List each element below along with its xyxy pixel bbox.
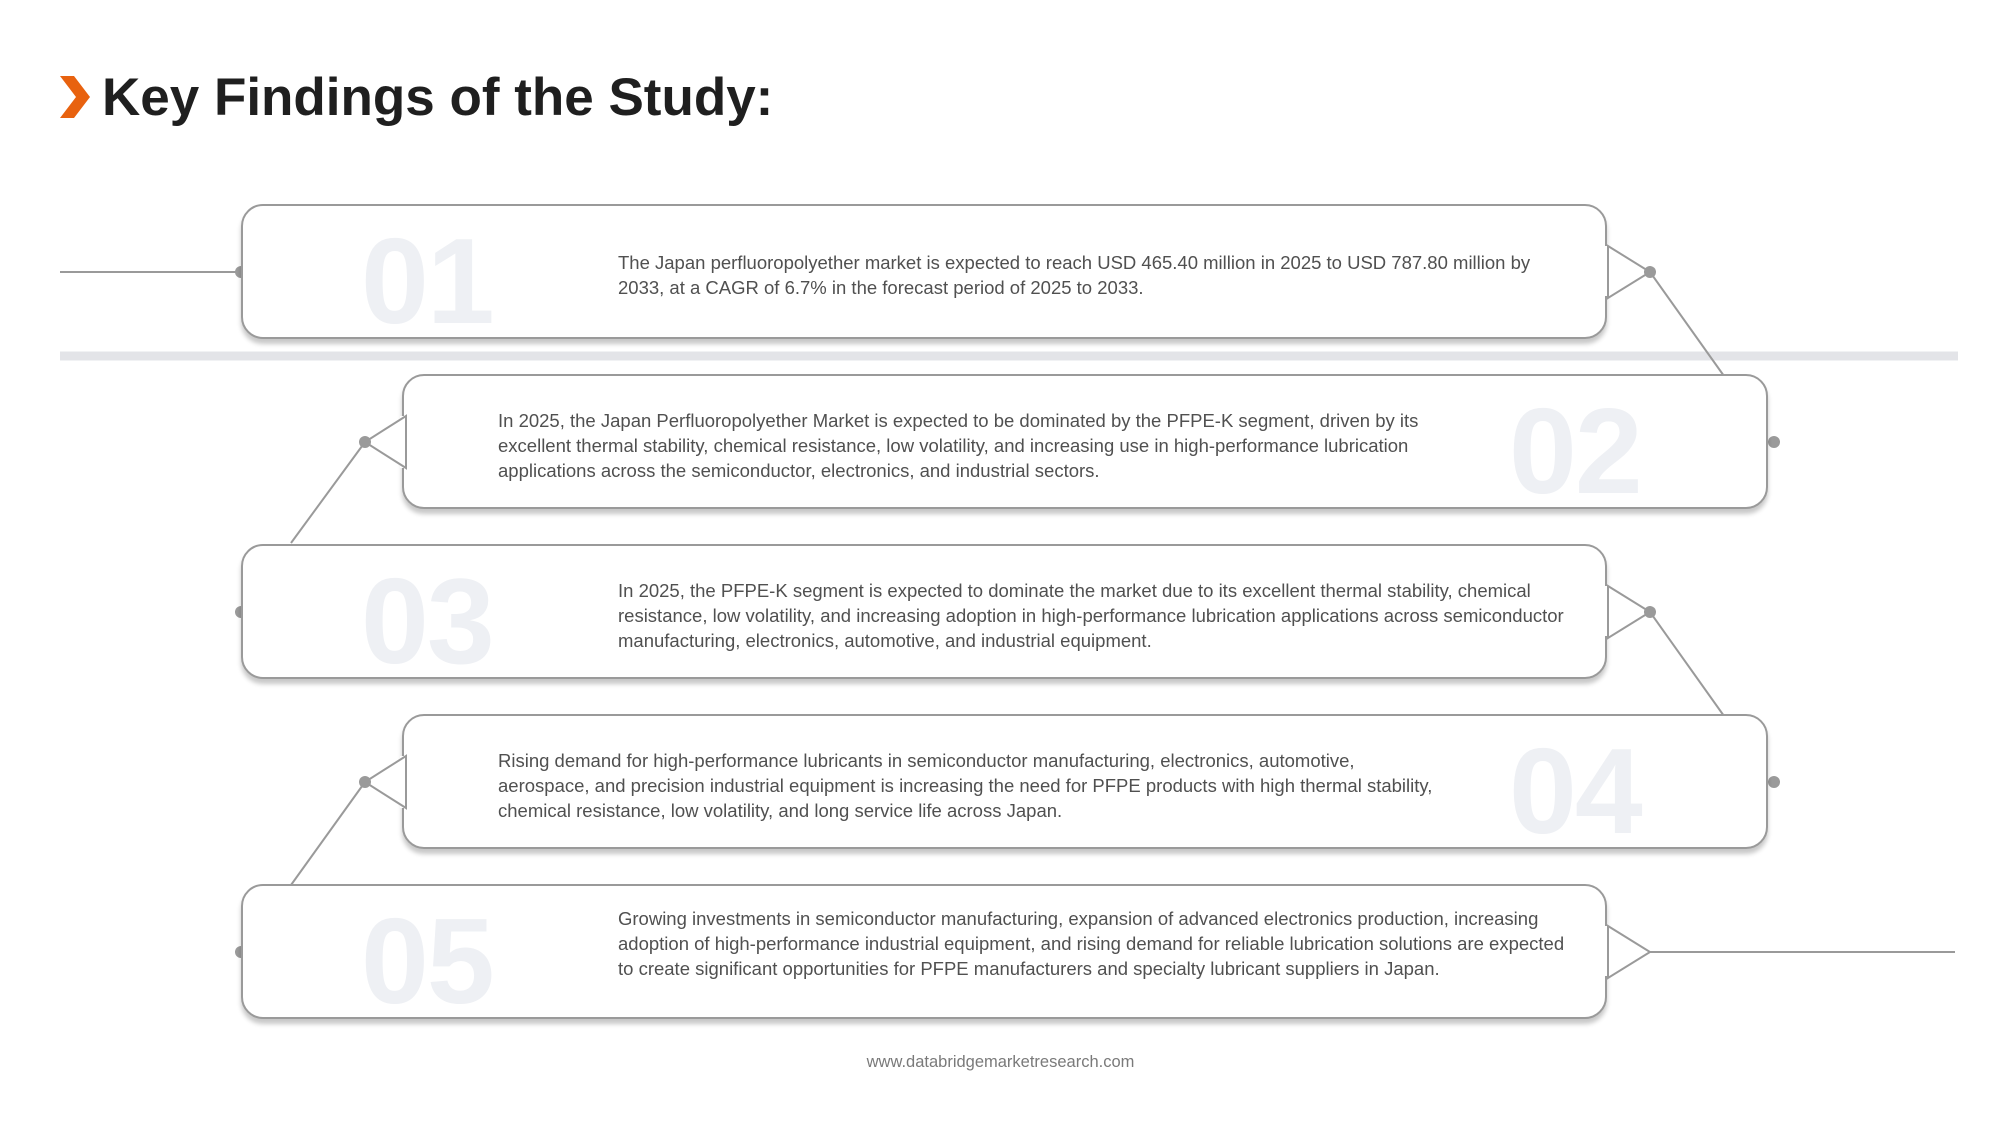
finding-text: Growing investments in semiconductor manufacturing, expansion of advanced electronics production, increasing adoption of high-performance industrial equipment, and rising demand for reliable lubrication solutions are expected to create significant opportunities for PFPE manufacturers and specialty lubricant suppliers in Japan. [618,908,1565,979]
pointer-right-1 [1604,246,1656,298]
page-title: Key Findings of the Study: [102,67,774,127]
finding-number: 05 [361,893,493,1029]
finding-text: In 2025, the PFPE-K segment is expected to dominate the market due to its excellent thermal stability, chemical resistance, low volatility, and increasing adoption in high-performance lubrication applications across semiconductor manufacturing, electronics, automotive, and industrial equipment. [618,580,1564,651]
pointer-right-3 [1604,586,1656,638]
finding-number: 01 [361,213,493,349]
footer-website: www.databridgemarketresearch.com [866,1053,1135,1071]
finding-number: 03 [361,553,493,689]
finding-number: 02 [1509,383,1641,519]
pointer-right-5 [1604,926,1650,978]
pointer-left-4 [359,756,409,808]
finding-number: 04 [1509,723,1641,859]
pointer-left-2 [359,416,409,468]
finding-text: In 2025, the Japan Perfluoropolyether Market is expected to be dominated by the PFPE-K segment, driven by its excellent thermal stability, chemical resistance, low volatility, and increasing use in high-performance lubrication applications across the semiconductor, electronics, and industrial sectors. [498,410,1419,481]
finding-text: The Japan perfluoropolyether market is expected to reach USD 465.40 million in 2025 to USD 787.80 million by 2033, at a CAGR of 6.7% in the forecast period of 2025 to 2033. [618,252,1531,298]
finding-text: Rising demand for high-performance lubricants in semiconductor manufacturing, electronics, automotive, aerospace, and precision industrial equipment is increasing the need for PFPE products with high thermal stability, chemical resistance, low volatility, and long service life across Japan. [498,750,1433,821]
